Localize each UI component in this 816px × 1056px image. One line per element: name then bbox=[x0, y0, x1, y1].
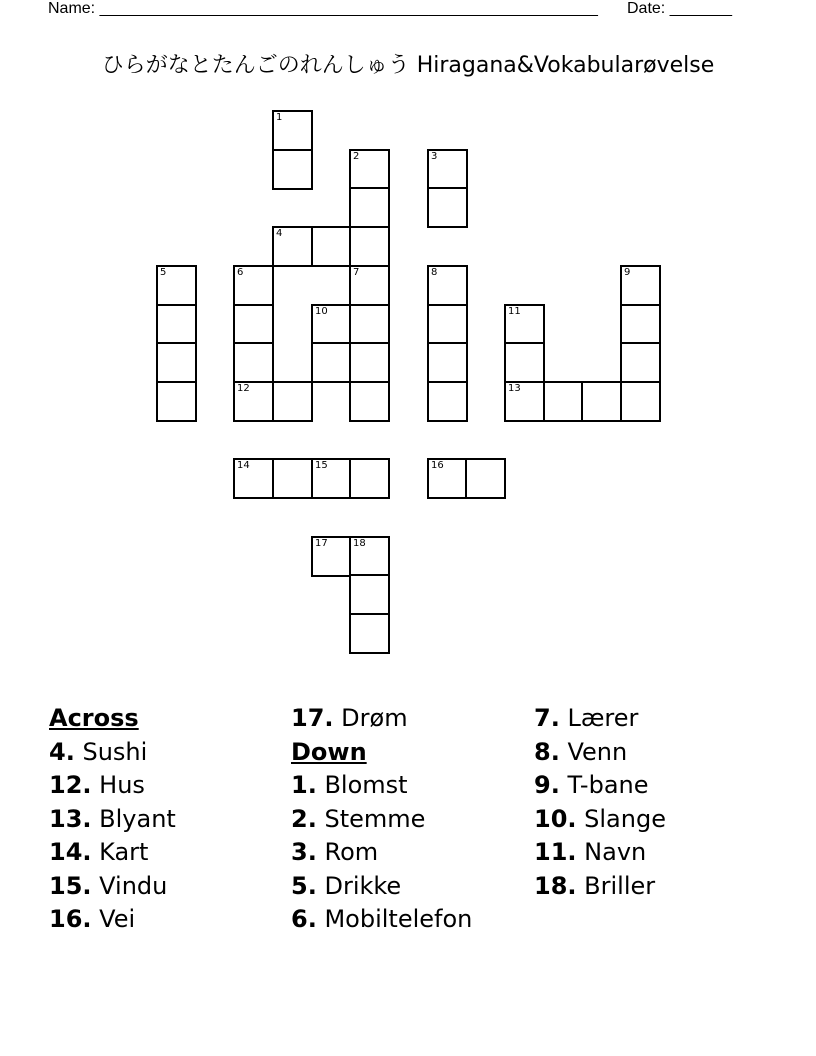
clue-column-1 bbox=[49, 702, 289, 937]
clue-number: 15. bbox=[49, 871, 92, 900]
clue-item bbox=[49, 769, 289, 803]
clue-column-3 bbox=[534, 702, 774, 903]
clue-item bbox=[534, 836, 774, 870]
cell-number: 16 bbox=[431, 460, 444, 471]
clue-text: Vindu bbox=[99, 871, 168, 900]
crossword-cell[interactable] bbox=[427, 187, 468, 228]
crossword-cell[interactable] bbox=[311, 536, 352, 577]
crossword-cell[interactable] bbox=[233, 342, 274, 383]
crossword-cell[interactable] bbox=[349, 187, 390, 228]
crossword-cell[interactable] bbox=[349, 381, 390, 422]
crossword-cell[interactable] bbox=[349, 613, 390, 654]
clue-text: Briller bbox=[584, 871, 656, 900]
clue-number: 6. bbox=[291, 905, 317, 933]
clue-item bbox=[291, 903, 531, 937]
clue-number: 12. bbox=[49, 771, 92, 799]
crossword-cell[interactable] bbox=[156, 342, 197, 383]
clue-text: Lærer bbox=[567, 704, 639, 732]
clue-text: Kart bbox=[99, 838, 149, 866]
crossword-cell[interactable] bbox=[427, 381, 468, 422]
clue-item bbox=[291, 836, 531, 870]
clue-text: Blyant bbox=[99, 804, 176, 833]
clue-text: T-bane bbox=[567, 771, 649, 799]
crossword-cell[interactable] bbox=[504, 342, 545, 383]
crossword-cell[interactable] bbox=[349, 536, 390, 577]
crossword-cell[interactable] bbox=[272, 381, 313, 422]
crossword-cell[interactable] bbox=[272, 110, 313, 151]
clue-item bbox=[534, 870, 774, 904]
clue-text: Drikke bbox=[324, 871, 402, 900]
clue-item bbox=[49, 803, 289, 837]
crossword-cell[interactable] bbox=[272, 458, 313, 499]
cell-number: 11 bbox=[508, 306, 521, 317]
clue-text: Venn bbox=[567, 737, 628, 766]
cell-number: 2 bbox=[353, 151, 360, 162]
clue-number: 1. bbox=[291, 771, 317, 799]
clue-item bbox=[49, 836, 289, 870]
crossword-cell[interactable] bbox=[504, 304, 545, 345]
clue-text: Mobiltelefon bbox=[324, 905, 473, 933]
cell-number: 6 bbox=[237, 267, 244, 278]
crossword-cell[interactable] bbox=[349, 226, 390, 267]
clue-number: 7. bbox=[534, 704, 560, 732]
clue-heading: Across bbox=[49, 704, 139, 732]
crossword-cell[interactable] bbox=[349, 265, 390, 306]
cell-number: 9 bbox=[624, 267, 631, 278]
crossword-cell[interactable] bbox=[620, 381, 661, 422]
clue-item bbox=[291, 870, 531, 904]
crossword-cell[interactable] bbox=[311, 304, 352, 345]
crossword-cell[interactable] bbox=[311, 226, 352, 267]
clue-number: 5. bbox=[291, 871, 317, 900]
cell-number: 7 bbox=[353, 267, 360, 278]
cell-number: 8 bbox=[431, 267, 438, 278]
crossword-cell[interactable] bbox=[349, 342, 390, 383]
crossword-cell[interactable] bbox=[465, 458, 506, 499]
clue-heading: Down bbox=[291, 737, 367, 766]
clue-text: Rom bbox=[324, 838, 379, 866]
clue-item bbox=[49, 903, 289, 937]
crossword-cell[interactable] bbox=[156, 304, 197, 345]
crossword-cell[interactable] bbox=[349, 574, 390, 615]
clue-text: Hus bbox=[99, 771, 145, 799]
clue-item bbox=[49, 736, 289, 770]
crossword-cell[interactable] bbox=[156, 265, 197, 306]
crossword-cell[interactable] bbox=[233, 304, 274, 345]
crossword-cell[interactable] bbox=[233, 265, 274, 306]
clue-item bbox=[534, 803, 774, 837]
crossword-cell[interactable] bbox=[233, 381, 274, 422]
cell-number: 13 bbox=[508, 383, 521, 394]
crossword-cell[interactable] bbox=[349, 304, 390, 345]
page-title: ひらがなとたんごのれんしゅう Hiragana&Vokabularøvelse bbox=[101, 53, 715, 78]
clue-item bbox=[534, 702, 774, 736]
name-field-label: Name: ________________________________________________________ bbox=[48, 0, 598, 17]
clue-number: 11. bbox=[534, 838, 577, 866]
clue-item bbox=[49, 870, 289, 904]
crossword-cell[interactable] bbox=[620, 265, 661, 306]
crossword-cell[interactable] bbox=[349, 149, 390, 190]
crossword-cell[interactable] bbox=[504, 381, 545, 422]
crossword-cell[interactable] bbox=[427, 458, 468, 499]
clue-number: 4. bbox=[49, 737, 75, 766]
crossword-cell[interactable] bbox=[272, 149, 313, 190]
crossword-cell[interactable] bbox=[311, 342, 352, 383]
crossword-cell[interactable] bbox=[543, 381, 584, 422]
crossword-cell[interactable] bbox=[620, 304, 661, 345]
crossword-cell[interactable] bbox=[581, 381, 622, 422]
clue-number: 16. bbox=[49, 905, 92, 933]
cell-number: 14 bbox=[237, 460, 250, 471]
clue-number: 10. bbox=[534, 804, 577, 833]
crossword-cell[interactable] bbox=[427, 265, 468, 306]
crossword-cell[interactable] bbox=[620, 342, 661, 383]
cell-number: 4 bbox=[276, 228, 283, 239]
clue-text: Vei bbox=[99, 905, 136, 933]
cell-number: 3 bbox=[431, 151, 438, 162]
clue-number: 14. bbox=[49, 838, 92, 866]
clue-item bbox=[534, 769, 774, 803]
cell-number: 12 bbox=[237, 383, 250, 394]
cell-number: 17 bbox=[315, 538, 328, 549]
clue-number: 18. bbox=[534, 871, 577, 900]
cell-number: 5 bbox=[160, 267, 167, 278]
clue-item bbox=[291, 769, 531, 803]
clue-number: 8. bbox=[534, 737, 560, 766]
clue-number: 3. bbox=[291, 838, 317, 866]
clue-number: 2. bbox=[291, 804, 317, 833]
cell-number: 18 bbox=[353, 538, 366, 549]
clue-text: Slange bbox=[584, 804, 666, 833]
clue-text: Stemme bbox=[324, 804, 426, 833]
clue-column-2 bbox=[291, 702, 531, 937]
crossword-cell[interactable] bbox=[349, 458, 390, 499]
crossword-cell[interactable] bbox=[272, 226, 313, 267]
clue-item bbox=[291, 803, 531, 837]
clue-number: 17. bbox=[291, 704, 334, 732]
clue-text: Navn bbox=[584, 838, 647, 866]
crossword-cell[interactable] bbox=[427, 342, 468, 383]
crossword-cell[interactable] bbox=[427, 304, 468, 345]
clue-text: Drøm bbox=[341, 704, 408, 732]
clue-item bbox=[291, 702, 531, 736]
cell-number: 10 bbox=[315, 306, 328, 317]
crossword-cell[interactable] bbox=[427, 149, 468, 190]
clue-text: Sushi bbox=[82, 737, 148, 766]
crossword-cell[interactable] bbox=[311, 458, 352, 499]
clue-item bbox=[534, 736, 774, 770]
cell-number: 1 bbox=[276, 112, 283, 123]
clue-text: Blomst bbox=[324, 771, 408, 799]
date-field-label: Date: _______ bbox=[627, 0, 732, 17]
crossword-cell[interactable] bbox=[233, 458, 274, 499]
cell-number: 15 bbox=[315, 460, 328, 471]
crossword-cell[interactable] bbox=[156, 381, 197, 422]
clue-number: 13. bbox=[49, 804, 92, 833]
clue-number: 9. bbox=[534, 771, 560, 799]
